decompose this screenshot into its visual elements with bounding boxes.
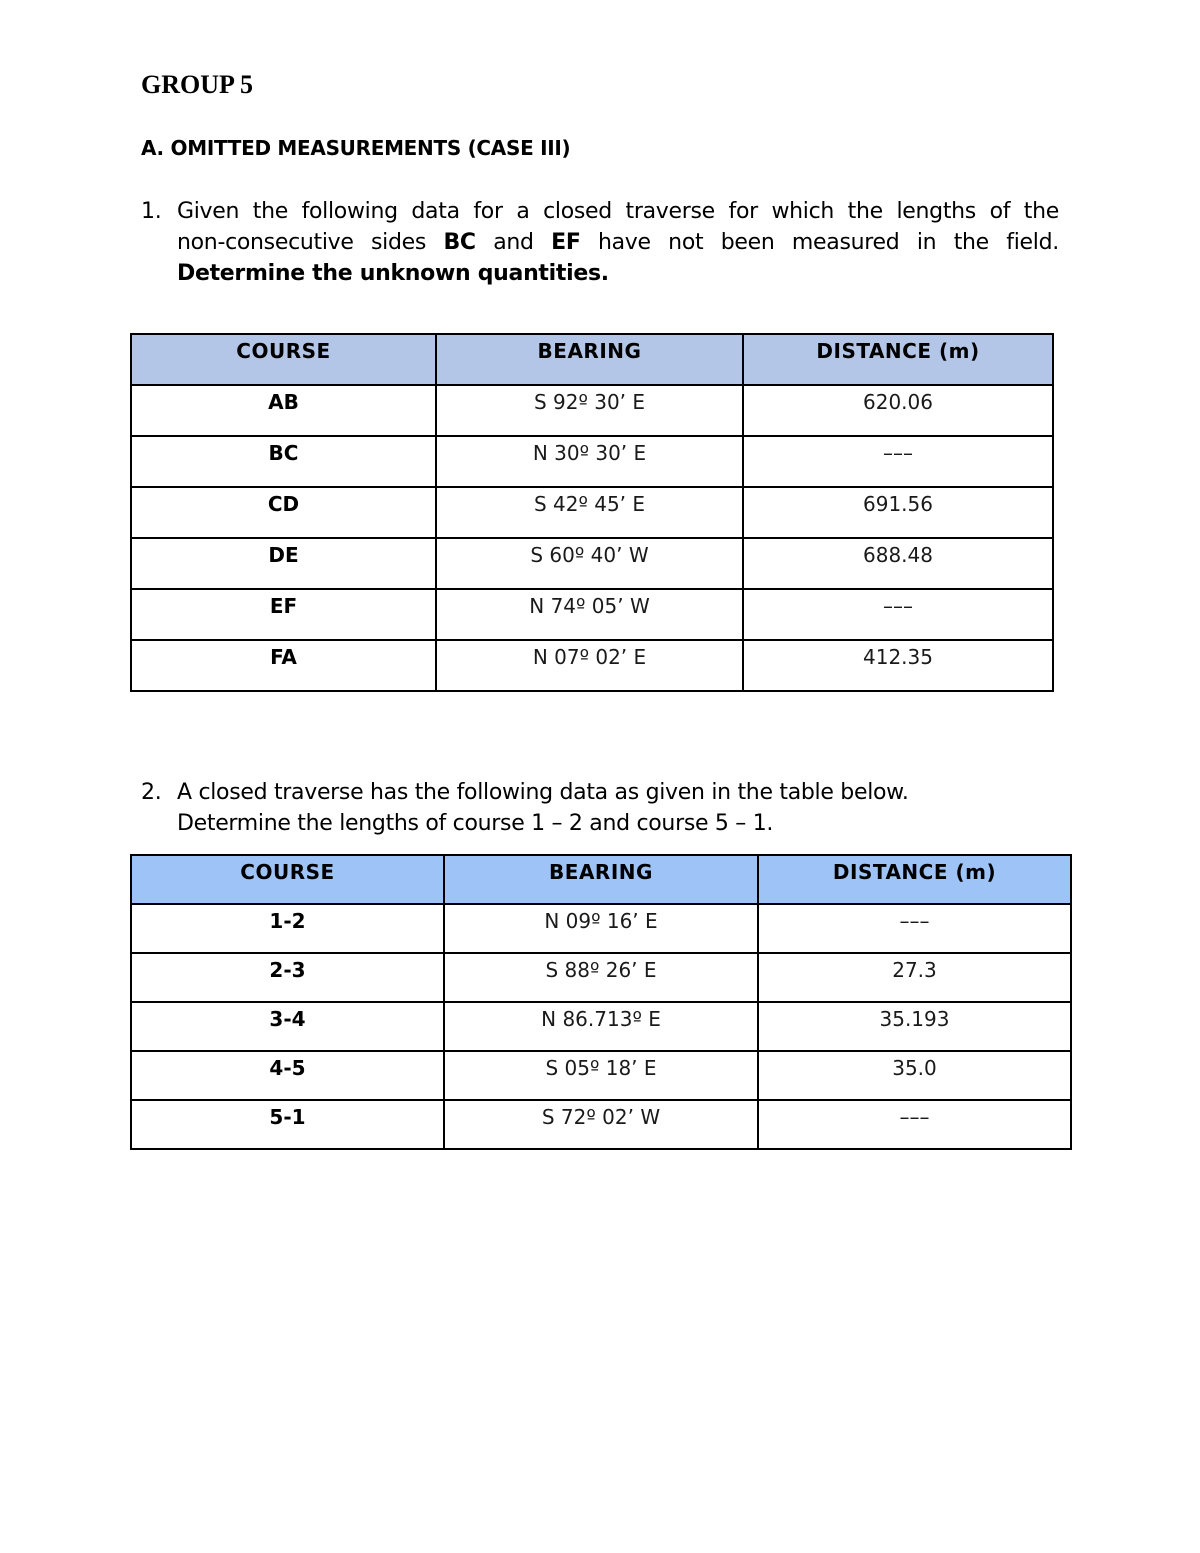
table-row <box>131 1051 1071 1100</box>
bearing-cell: S 05º 18’ E <box>444 1051 758 1100</box>
bearing-cell: S 42º 45’ E <box>436 487 743 538</box>
table-2-header-bearing: BEARING <box>444 855 758 904</box>
bearing-cell: N 30º 30’ E <box>436 436 743 487</box>
course-cell: FA <box>131 640 436 691</box>
traverse-table-2 <box>130 854 1072 1150</box>
table-row <box>131 1002 1071 1051</box>
table-2-header-row <box>131 855 1071 904</box>
problem-2 <box>141 777 1061 847</box>
distance-cell: ––– <box>743 589 1053 640</box>
table-1-header-bearing: BEARING <box>436 334 743 385</box>
bearing-cell: S 60º 40’ W <box>436 538 743 589</box>
course-cell: AB <box>131 385 436 436</box>
problem-2-line-1: A closed traverse has the following data as given in the table below. <box>177 780 909 805</box>
course-cell: 5-1 <box>131 1100 444 1149</box>
bearing-cell: S 72º 02’ W <box>444 1100 758 1149</box>
table-row <box>131 589 1053 640</box>
distance-cell: ––– <box>758 1100 1071 1149</box>
table-row <box>131 953 1071 1002</box>
table-row <box>131 904 1071 953</box>
group-title: GROUP 5 <box>141 70 253 99</box>
table-2-header-distance: DISTANCE (m) <box>758 855 1071 904</box>
course-cell: DE <box>131 538 436 589</box>
table-row <box>131 436 1053 487</box>
bearing-cell: N 86.713º E <box>444 1002 758 1051</box>
problem-1-instruction-text: Determine the unknown quantities. <box>177 261 609 286</box>
distance-cell: 35.0 <box>758 1051 1071 1100</box>
bearing-cell: N 74º 05’ W <box>436 589 743 640</box>
distance-cell: 620.06 <box>743 385 1053 436</box>
table-row <box>131 640 1053 691</box>
distance-cell: 27.3 <box>758 953 1071 1002</box>
problem-2-line-2: Determine the lengths of course 1 – 2 and course 5 – 1. <box>177 811 774 836</box>
table-2-header-course: COURSE <box>131 855 444 904</box>
problem-1-line-1: Given the following data for a closed traverse for which the lengths of the <box>177 199 1059 224</box>
course-cell: 1-2 <box>131 904 444 953</box>
course-cell: 2-3 <box>131 953 444 1002</box>
problem-2-number: 2. <box>141 780 162 805</box>
distance-cell: 412.35 <box>743 640 1053 691</box>
table-row <box>131 385 1053 436</box>
distance-cell: ––– <box>758 904 1071 953</box>
problem-1-instruction <box>177 258 1059 289</box>
problem-1-line-2-a: non-consecutive sides <box>177 230 444 255</box>
bearing-cell: S 92º 30’ E <box>436 385 743 436</box>
course-cell: EF <box>131 589 436 640</box>
side-ef: EF <box>551 230 581 255</box>
bearing-cell: N 07º 02’ E <box>436 640 743 691</box>
problem-1 <box>141 196 1061 296</box>
side-bc: BC <box>443 230 476 255</box>
problem-2-text <box>177 777 909 839</box>
table-row <box>131 487 1053 538</box>
problem-1-text <box>177 196 1059 289</box>
distance-cell: 691.56 <box>743 487 1053 538</box>
problem-1-number: 1. <box>141 199 162 224</box>
problem-1-line-2 <box>177 227 1059 258</box>
table-1-header-distance: DISTANCE (m) <box>743 334 1053 385</box>
distance-cell: 35.193 <box>758 1002 1071 1051</box>
course-cell: 3-4 <box>131 1002 444 1051</box>
bearing-cell: S 88º 26’ E <box>444 953 758 1002</box>
table-1-header-course: COURSE <box>131 334 436 385</box>
course-cell: CD <box>131 487 436 538</box>
course-cell: BC <box>131 436 436 487</box>
table-row <box>131 538 1053 589</box>
bearing-cell: N 09º 16’ E <box>444 904 758 953</box>
problem-1-line-2-e: have not been measured in the field. <box>580 230 1059 255</box>
distance-cell: ––– <box>743 436 1053 487</box>
traverse-table-1 <box>130 333 1054 692</box>
section-heading: A. OMITTED MEASUREMENTS (CASE III) <box>141 136 571 160</box>
distance-cell: 688.48 <box>743 538 1053 589</box>
course-cell: 4-5 <box>131 1051 444 1100</box>
table-1-header-row <box>131 334 1053 385</box>
problem-1-line-2-c: and <box>475 230 552 255</box>
table-row <box>131 1100 1071 1149</box>
